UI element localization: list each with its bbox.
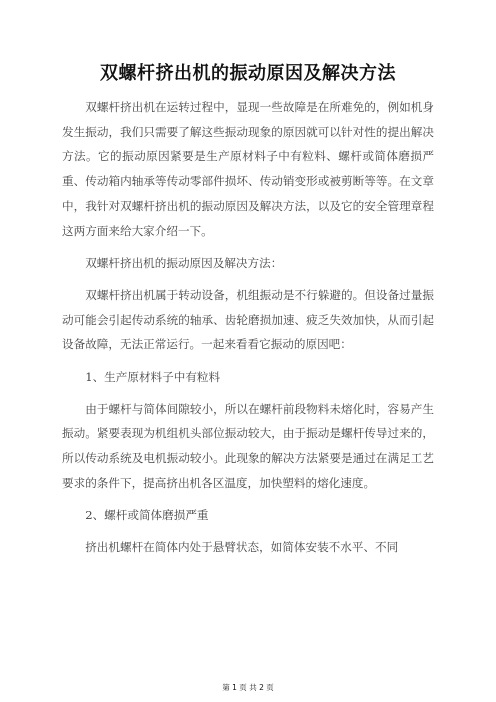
document-title: 双螺杆挤出机的振动原因及解决方法 xyxy=(100,63,396,84)
document-body xyxy=(62,95,434,567)
heading-cause-1: 1、生产原材料子中有粒料 xyxy=(85,369,221,384)
paragraph-vibration-overview: 双螺杆挤出机属于转动设备，机组振动是不行躲避的。但设备过量振动可能会引起传动系统的轴承、齿轮磨损加速、疲乏失效加快，从而引起设备故障，无法正常运行。一起来看看它振动的原因吧： xyxy=(62,287,434,352)
paragraph-cause-2: 挤出机螺杆在简体内处于悬臂状态，如简体安装不水平、不同 xyxy=(85,540,399,555)
paragraph-cause-1: 由于螺杆与简体间隙较小，所以在螺杆前段物料未熔化时，容易产生振动。紧要表现为机组机头部位振动较大，由于振动是螺杆传导过来的，所以传动系统及电机振动较小。此现象的解决方法紧要是通过在满足工艺要求的条件下，提高挤出机各区温度，加快塑料的熔化速度。 xyxy=(62,401,434,490)
paragraph-section-lead: 双螺杆挤出机的振动原因及解决方法： xyxy=(85,255,283,270)
page-number-footer: 第 1 页 共 2 页 xyxy=(222,683,274,692)
heading-cause-2: 2、螺杆或简体磨损严重 xyxy=(85,508,209,523)
paragraph-intro: 双螺杆挤出机在运转过程中，显现一些故障是在所难免的，例如机身发生振动，我们只需要了解这些振动现象的原因就可以针对性的提出解决方法。它的振动原因紧要是生产原材料子中有粒料、螺杆或简体磨损严重、传动箱内轴承等传动零部件损坏、传动销变形或被剪断等等。在文章中，我针对双螺杆挤出机的振动原因及解决方法，以及它的安全管理章程这两方面来给大家介绍一下。 xyxy=(62,100,434,238)
